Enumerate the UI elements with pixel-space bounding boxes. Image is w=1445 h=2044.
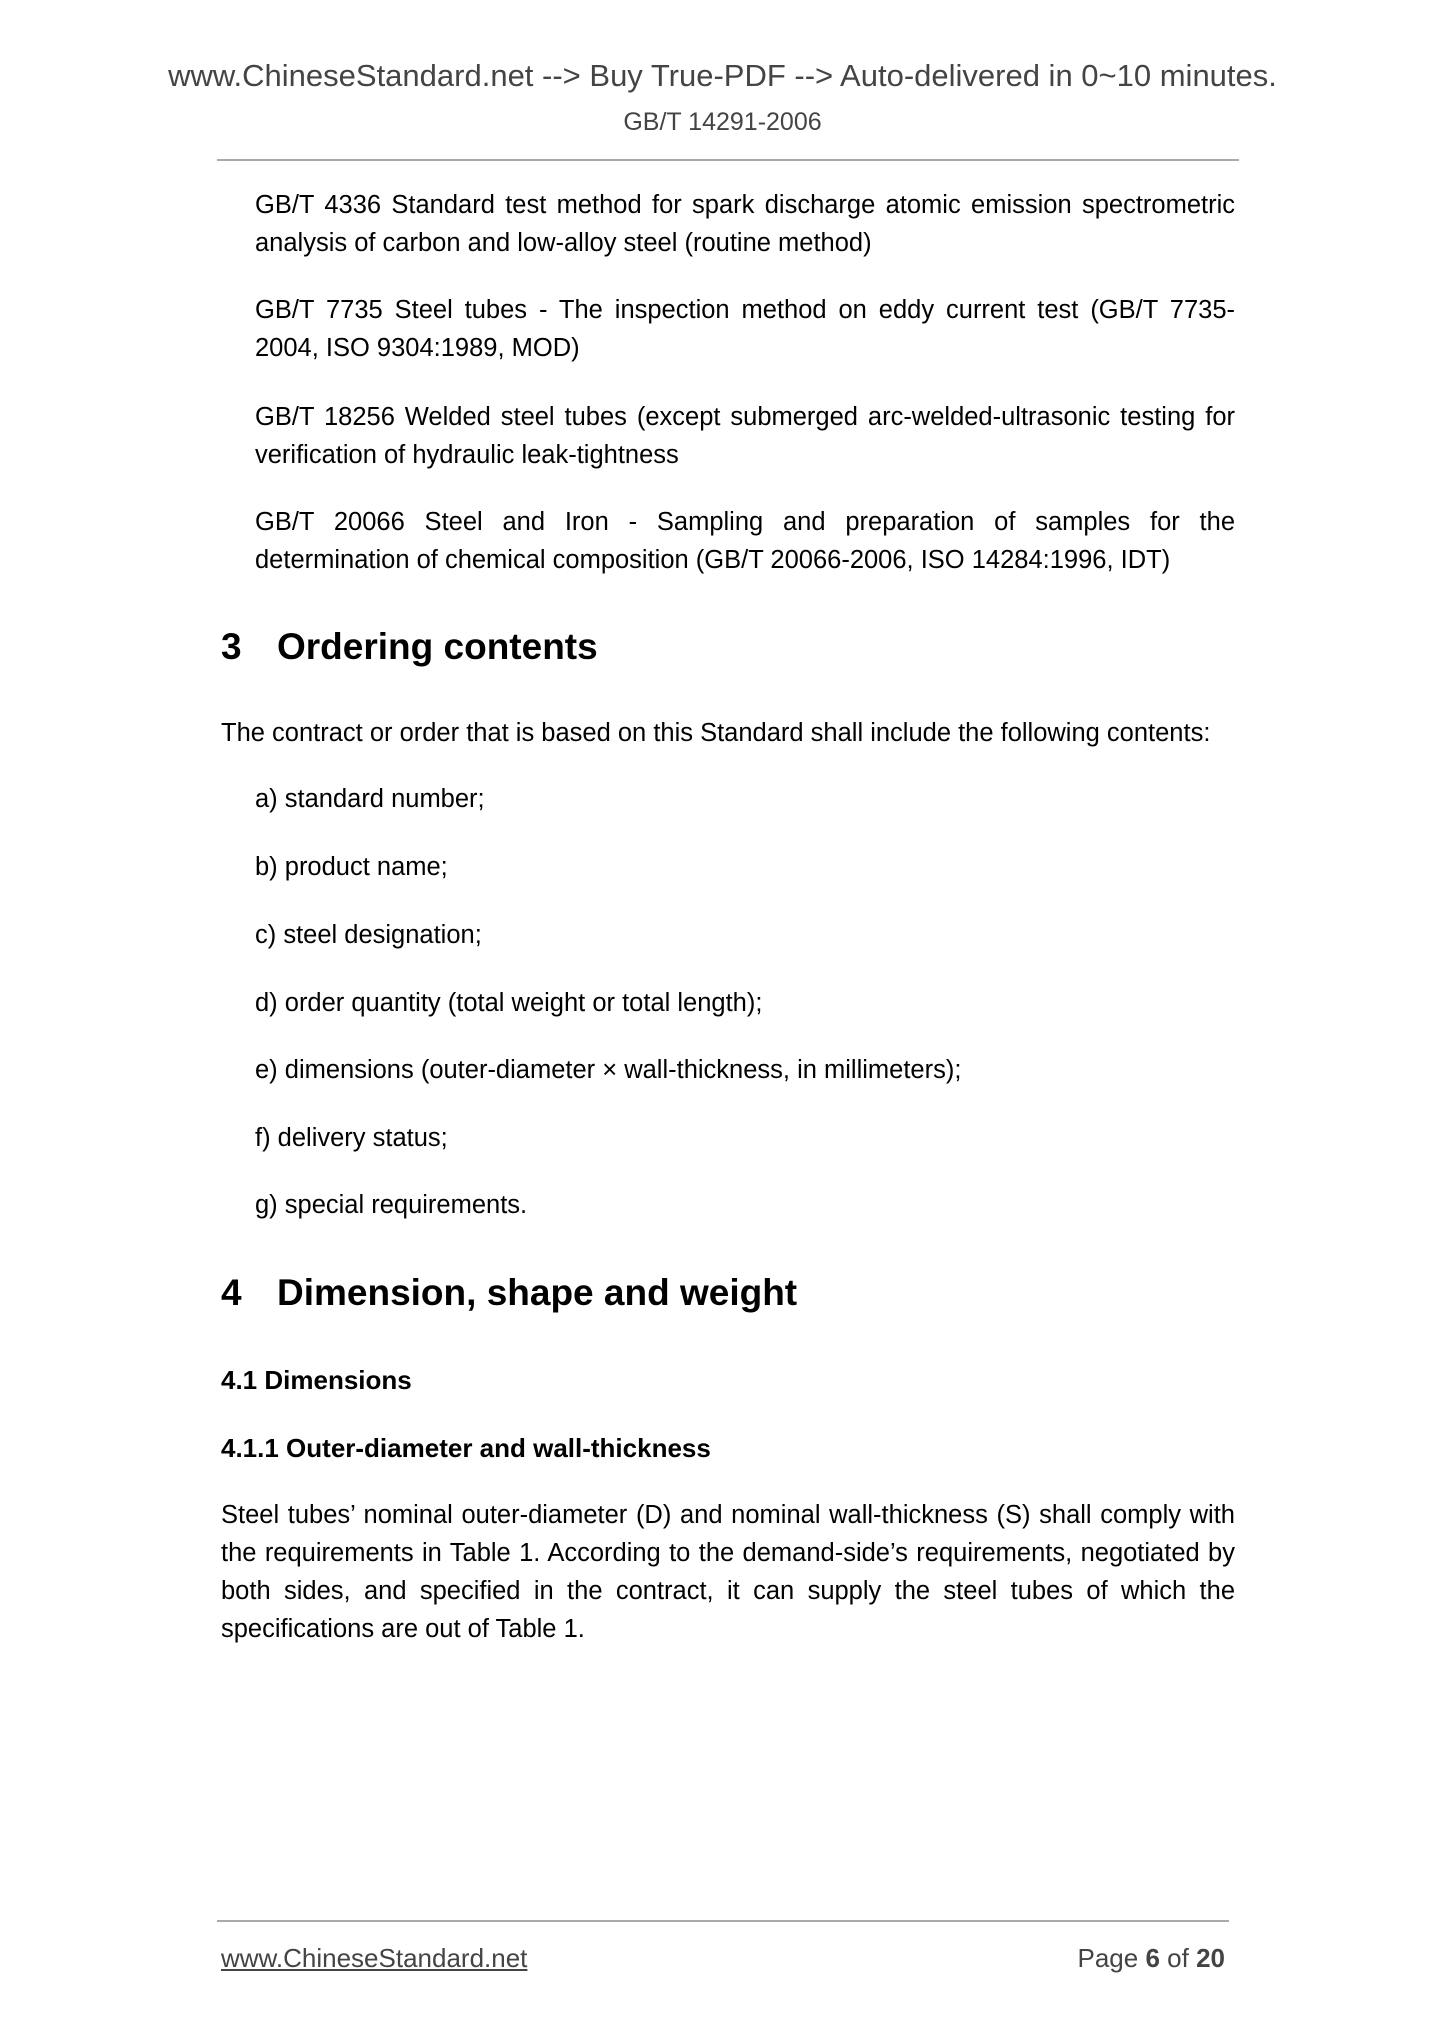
reference-item: GB/T 20066 Steel and Iron - Sampling and preparation of samples for the determination of chemical composition (GB/T 20066-2006, ISO 14284:1996, IDT): [255, 508, 1235, 574]
body-paragraph: Steel tubes’ nominal outer-diameter (D) and nominal wall-thickness (S) shall comply with the requirements in Table 1. According to the demand-side’s requirements, negotiated by both sides, and specified in the contract, it can supply the steel tubes of which the specifications are out of Table 1.: [221, 1501, 1235, 1643]
reference-item: GB/T 7735 Steel tubes - The inspection method on eddy current test (GB/T 7735-2004, ISO 9304:1989, MOD): [255, 296, 1235, 362]
list-item: e) dimensions (outer-diameter × wall-thickness, in millimeters);: [255, 1056, 962, 1084]
subsection-heading: 4.1 Dimensions: [221, 1365, 412, 1395]
list-item: f) delivery status;: [255, 1124, 448, 1152]
current-page: 6: [1145, 1943, 1160, 1973]
list-item: b) product name;: [255, 853, 448, 881]
section-number: 3: [221, 626, 242, 667]
reference-item: GB/T 4336 Standard test method for spark discharge atomic emission spectrometric analysis of carbon and low-alloy steel (routine method): [255, 191, 1235, 257]
section-3-intro: The contract or order that is based on this Standard shall include the following contents:: [221, 719, 1211, 747]
page-indicator: [1077, 1943, 1225, 1974]
reference-item: GB/T 18256 Welded steel tubes (except submerged arc-welded-ultrasonic testing for verification of hydraulic leak-tightness: [255, 403, 1235, 469]
list-item: g) special requirements.: [255, 1191, 528, 1219]
section-title: Dimension, shape and weight: [277, 1272, 798, 1313]
page-label: Page: [1077, 1943, 1139, 1973]
header-banner: www.ChineseStandard.net --> Buy True-PDF --> Auto-delivered in 0~10 minutes.: [168, 58, 1277, 93]
section-title: Ordering contents: [277, 626, 598, 667]
list-item: d) order quantity (total weight or total length);: [255, 989, 763, 1017]
section-number: 4: [221, 1272, 242, 1313]
list-item: a) standard number;: [255, 785, 485, 813]
subsection-heading: 4.1.1 Outer-diameter and wall-thickness: [221, 1433, 711, 1463]
footer-website-link[interactable]: www.ChineseStandard.net: [221, 1943, 528, 1973]
list-item: c) steel designation;: [255, 921, 482, 949]
page-of-label: of: [1167, 1943, 1189, 1973]
standard-number: GB/T 14291-2006: [623, 108, 822, 136]
footer-divider: [217, 1920, 1229, 1922]
total-pages: 20: [1196, 1943, 1225, 1973]
header-divider: [217, 159, 1239, 161]
